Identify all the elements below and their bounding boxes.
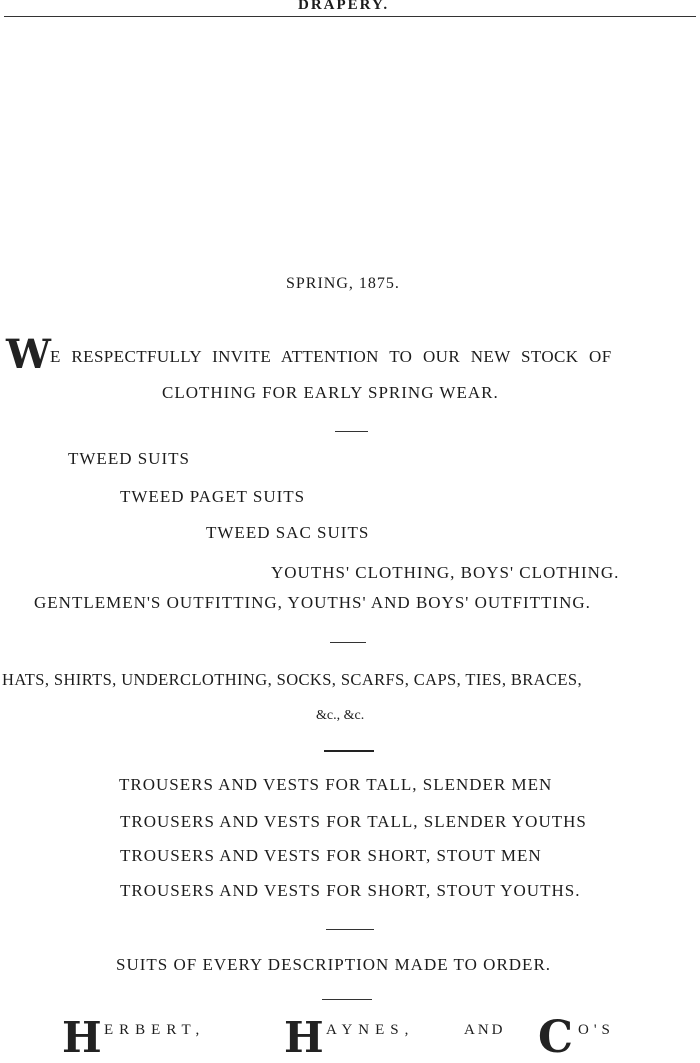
suit-line-2: TWEED PAGET SUITS (120, 487, 306, 506)
suit-line-3: TWEED SAC SUITS (206, 523, 370, 542)
divider-2 (330, 642, 366, 643)
accessories-line: HATS, SHIRTS, UNDERCLOTHING, SOCKS, SCARFS, CAPS, TIES, BRACES, (2, 670, 582, 689)
trousers-line-4: TROUSERS AND VESTS FOR SHORT, STOUT YOUTHS. (120, 881, 581, 900)
suit-line-1: TWEED SUITS (68, 449, 190, 468)
trousers-line-3: TROUSERS AND VESTS FOR SHORT, STOUT MEN (120, 846, 542, 865)
signature-and: AND (464, 1022, 506, 1038)
divider-3 (324, 750, 374, 752)
etc-line: &c., &c. (316, 708, 365, 723)
section-title: DRAPERY. (298, 0, 390, 13)
signature-cos: O'S (578, 1022, 615, 1038)
made-to-order-line: SUITS OF EVERY DESCRIPTION MADE TO ORDER. (116, 955, 552, 974)
header-rule (4, 16, 696, 17)
suit-line-4: YOUTHS' CLOTHING, BOYS' CLOTHING. (271, 563, 620, 582)
divider-4 (326, 929, 374, 930)
intro-line-1: E RESPECTFULLY INVITE ATTENTION TO OUR NEW STOCK OF (50, 347, 612, 366)
signature-cap-h1: H (62, 1013, 102, 1062)
divider-5 (322, 999, 372, 1000)
trousers-line-2: TROUSERS AND VESTS FOR TALL, SLENDER YOUTHS (120, 812, 587, 831)
signature-herbert: ERBERT, (104, 1022, 206, 1038)
season-heading: SPRING, 1875. (286, 275, 400, 292)
intro-line-2: CLOTHING FOR EARLY SPRING WEAR. (162, 383, 499, 402)
trousers-line-1: TROUSERS AND VESTS FOR TALL, SLENDER MEN (119, 775, 553, 794)
intro-drop-cap: W (6, 331, 51, 378)
signature-haynes: AYNES, (326, 1022, 415, 1038)
signature-cap-h2: H (284, 1013, 324, 1062)
divider-1 (335, 431, 368, 432)
outfitting-line: GENTLEMEN'S OUTFITTING, YOUTHS' AND BOYS' OUTFITTING. (34, 593, 591, 612)
signature-cap-c: C (538, 1012, 574, 1063)
